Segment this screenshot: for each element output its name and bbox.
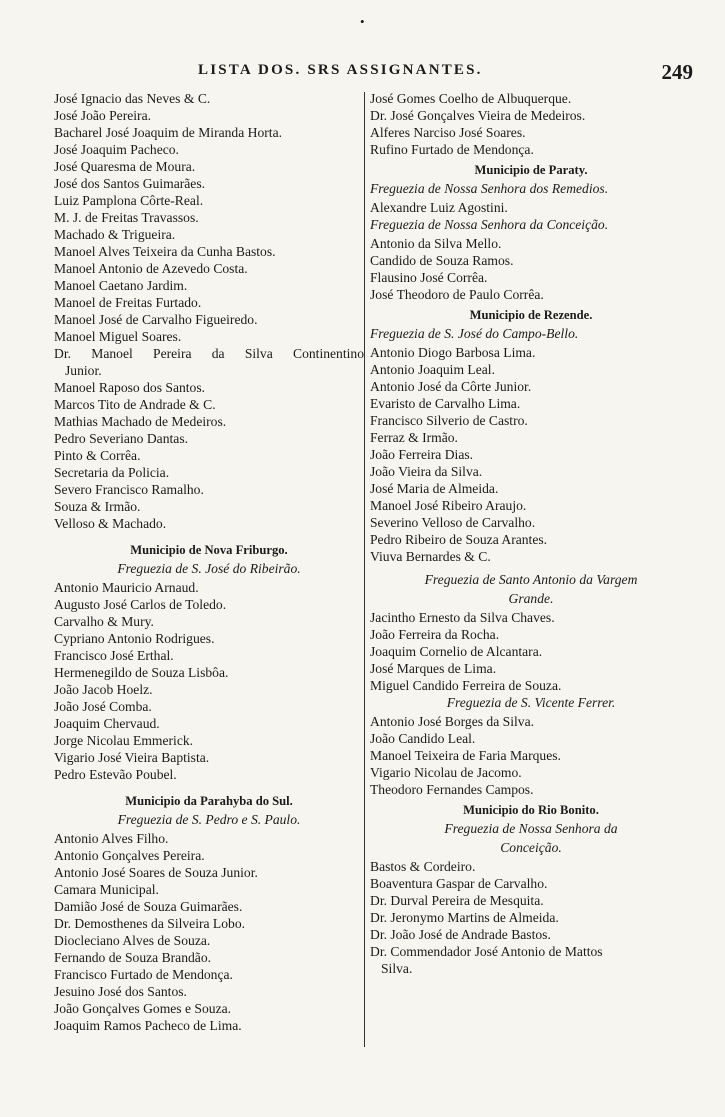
subscriber-list — [54, 830, 364, 1034]
municipality-heading: Municipio de Nova Friburgo. — [130, 543, 288, 557]
subscriber-entry: Flausino José Corrêa. — [370, 270, 488, 285]
subscriber-entry: Severino Velloso de Carvalho. — [370, 515, 536, 530]
subscriber-entry: Antonio Gonçalves Pereira. — [54, 848, 205, 863]
subscriber-entry: Pedro Estevão Poubel. — [54, 767, 177, 782]
parish-heading: Freguezia de S. Vicente Ferrer. — [446, 695, 616, 710]
subscriber-entry: Viuva Bernardes & C. — [370, 549, 491, 564]
page-header — [0, 60, 725, 86]
subscriber-entry: José João Pereira. — [54, 108, 152, 123]
subscriber-entry: Pedro Severiano Dantas. — [54, 431, 189, 446]
subscriber-entry: Evaristo de Carvalho Lima. — [370, 396, 521, 411]
subscriber-entry: João Candido Leal. — [370, 731, 476, 746]
subscriber-list — [54, 579, 364, 783]
subscriber-entry-continuation: Junior. — [65, 363, 102, 378]
parish-heading: Freguezia de Santo Antonio da Vargem — [424, 572, 638, 587]
subscriber-entry: Joaquim Chervaud. — [54, 716, 160, 731]
subscriber-entry: Francisco Furtado de Mendonça. — [54, 967, 233, 982]
municipality-heading: Municipio da Parahyba do Sul. — [125, 794, 293, 808]
subscriber-entry: Dr. Jeronymo Martins de Almeida. — [370, 910, 559, 925]
subscriber-list — [370, 713, 692, 798]
subscriber-entry: Carvalho & Mury. — [54, 614, 154, 629]
subscriber-list — [370, 90, 692, 158]
subscriber-entry: Joaquim Cornelio de Alcantara. — [370, 644, 543, 659]
subscriber-entry: Ferraz & Irmão. — [370, 430, 458, 445]
subscriber-entry: Antonio José Borges da Silva. — [370, 714, 535, 729]
subscriber-entry: Antonio Joaquim Leal. — [370, 362, 495, 377]
subscriber-entry: Manoel José de Carvalho Figueiredo. — [54, 312, 258, 327]
subscriber-entry: Manoel Raposo dos Santos. — [54, 380, 206, 395]
subscriber-entry: João Ferreira Dias. — [370, 447, 474, 462]
subscriber-entry: José dos Santos Guimarães. — [54, 176, 206, 191]
subscriber-entry: Augusto José Carlos de Toledo. — [54, 597, 227, 612]
subscriber-entry: Jesuino José dos Santos. — [54, 984, 187, 999]
subscriber-entry: Souza & Irmão. — [54, 499, 141, 514]
subscriber-entry: Vigario José Vieira Baptista. — [54, 750, 210, 765]
subscriber-entry: Alferes Narciso José Soares. — [370, 125, 526, 140]
subscriber-entry: Antonio Diogo Barbosa Lima. — [370, 345, 536, 360]
subscriber-entry: Marcos Tito de Andrade & C. — [54, 397, 216, 412]
subscriber-list — [370, 199, 692, 216]
subscriber-entry: José Quaresma de Moura. — [54, 159, 196, 174]
subscriber-entry: Manoel Teixeira de Faria Marques. — [370, 748, 561, 763]
subscriber-list — [370, 858, 692, 943]
subscriber-entry: Alexandre Luiz Agostini. — [370, 200, 508, 215]
subscriber-entry: Cypriano Antonio Rodrigues. — [54, 631, 215, 646]
municipality-heading: Municipio do Rio Bonito. — [463, 803, 599, 817]
subscriber-entry: Dr. José Gonçalves Vieira de Medeiros. — [370, 108, 586, 123]
subscriber-entry: Machado & Trigueira. — [54, 227, 176, 242]
subscriber-entry: Theodoro Fernandes Campos. — [370, 782, 534, 797]
municipality-heading: Municipio de Paraty. — [474, 163, 588, 177]
parish-heading: Freguezia de S. José do Campo-Bello. — [370, 326, 579, 341]
subscriber-entry: Dr. Manoel Pereira da Silva Continentino — [54, 346, 364, 361]
subscriber-entry: Antonio da Silva Mello. — [370, 236, 502, 251]
subscriber-entry: José Ignacio das Neves & C. — [54, 91, 211, 106]
subscriber-entry: João Jacob Hoelz. — [54, 682, 153, 697]
subscriber-entry: Candido de Souza Ramos. — [370, 253, 514, 268]
parish-heading: Freguezia de Nossa Senhora da Conceição. — [370, 217, 609, 232]
right-column — [370, 90, 692, 977]
subscriber-entry: Jacintho Ernesto da Silva Chaves. — [370, 610, 555, 625]
subscriber-entry: José Gomes Coelho de Albuquerque. — [370, 91, 572, 106]
subscriber-entry: Mathias Machado de Medeiros. — [54, 414, 227, 429]
subscriber-entry: Dr. João José de Andrade Bastos. — [370, 927, 551, 942]
subscriber-entry: Antonio Alves Filho. — [54, 831, 169, 846]
subscriber-entry: Dr. Demosthenes da Silveira Lobo. — [54, 916, 246, 931]
subscriber-entry: José Joaquim Pacheco. — [54, 142, 179, 157]
subscriber-list — [370, 235, 692, 303]
top-mark: • — [360, 14, 365, 29]
subscriber-entry: Dr. Durval Pereira de Mesquita. — [370, 893, 544, 908]
subscriber-entry: Antonio Mauricio Arnaud. — [54, 580, 199, 595]
subscriber-entry: Dr. Commendador José Antonio de Mattos — [370, 944, 603, 959]
subscriber-entry: João Vieira da Silva. — [370, 464, 483, 479]
subscriber-list — [370, 609, 692, 694]
subscriber-entry: Bacharel José Joaquim de Miranda Horta. — [54, 125, 283, 140]
parish-heading-continuation: Grande. — [508, 591, 554, 606]
parish-heading: Freguezia de S. Pedro e S. Paulo. — [117, 812, 301, 827]
subscriber-list — [54, 379, 364, 532]
subscriber-entry: Bastos & Cordeiro. — [370, 859, 476, 874]
subscriber-entry: Jorge Nicolau Emmerick. — [54, 733, 194, 748]
subscriber-entry: Miguel Candido Ferreira de Souza. — [370, 678, 562, 693]
subscriber-entry: Camara Municipal. — [54, 882, 159, 897]
subscriber-entry: João Ferreira da Rocha. — [370, 627, 500, 642]
subscriber-entry: Velloso & Machado. — [54, 516, 167, 531]
page-number: 249 — [661, 60, 693, 84]
parish-heading-continuation: Conceição. — [500, 840, 562, 855]
subscriber-entry: Francisco José Erthal. — [54, 648, 174, 663]
subscriber-entry: Luiz Pamplona Côrte-Real. — [54, 193, 204, 208]
subscriber-entry: José Marques de Lima. — [370, 661, 497, 676]
subscriber-entry-continuation: Silva. — [381, 961, 413, 976]
subscriber-entry: Antonio José da Côrte Junior. — [370, 379, 532, 394]
subscriber-entry: Manoel de Freitas Furtado. — [54, 295, 202, 310]
subscriber-entry: Vigario Nicolau de Jacomo. — [370, 765, 522, 780]
subscriber-entry: Hermenegildo de Souza Lisbôa. — [54, 665, 229, 680]
subscriber-entry: Secretaria da Policia. — [54, 465, 170, 480]
subscriber-entry: M. J. de Freitas Travassos. — [54, 210, 199, 225]
subscriber-entry: Francisco Silverio de Castro. — [370, 413, 528, 428]
subscriber-entry: Boaventura Gaspar de Carvalho. — [370, 876, 548, 891]
subscriber-entry: João Gonçalves Gomes e Souza. — [54, 1001, 232, 1016]
subscriber-entry: José Maria de Almeida. — [370, 481, 499, 496]
subscriber-entry: Manoel Alves Teixeira da Cunha Bastos. — [54, 244, 276, 259]
column-divider — [364, 92, 365, 1047]
subscriber-list — [370, 344, 692, 565]
subscriber-entry: Pedro Ribeiro de Souza Arantes. — [370, 532, 548, 547]
page-title: LISTA DOS. SRS ASSIGNANTES. — [198, 62, 483, 78]
subscriber-entry: Damião José de Souza Guimarães. — [54, 899, 243, 914]
parish-heading: Freguezia de S. José do Ribeirão. — [117, 561, 301, 576]
subscriber-entry: Fernando de Souza Brandão. — [54, 950, 212, 965]
parish-heading: Freguezia de Nossa Senhora dos Remedios. — [370, 181, 609, 196]
subscriber-entry: Antonio José Soares de Souza Junior. — [54, 865, 258, 880]
left-column — [54, 90, 364, 1034]
subscriber-list — [54, 90, 364, 345]
subscriber-entry: Pinto & Corrêa. — [54, 448, 141, 463]
subscriber-entry: Manoel Caetano Jardim. — [54, 278, 188, 293]
subscriber-entry: José Theodoro de Paulo Corrêa. — [370, 287, 544, 302]
subscriber-entry: Manoel Antonio de Azevedo Costa. — [54, 261, 248, 276]
subscriber-entry: Rufino Furtado de Mendonça. — [370, 142, 534, 157]
subscriber-entry: Diocleciano Alves de Souza. — [54, 933, 211, 948]
municipality-heading: Municipio de Rezende. — [469, 308, 593, 322]
subscriber-entry: Joaquim Ramos Pacheco de Lima. — [54, 1018, 242, 1033]
subscriber-entry: Manoel José Ribeiro Araujo. — [370, 498, 527, 513]
subscriber-entry: João José Comba. — [54, 699, 152, 714]
parish-heading: Freguezia de Nossa Senhora da — [444, 821, 618, 836]
subscriber-entry: Manoel Miguel Soares. — [54, 329, 182, 344]
subscriber-entry: Severo Francisco Ramalho. — [54, 482, 204, 497]
